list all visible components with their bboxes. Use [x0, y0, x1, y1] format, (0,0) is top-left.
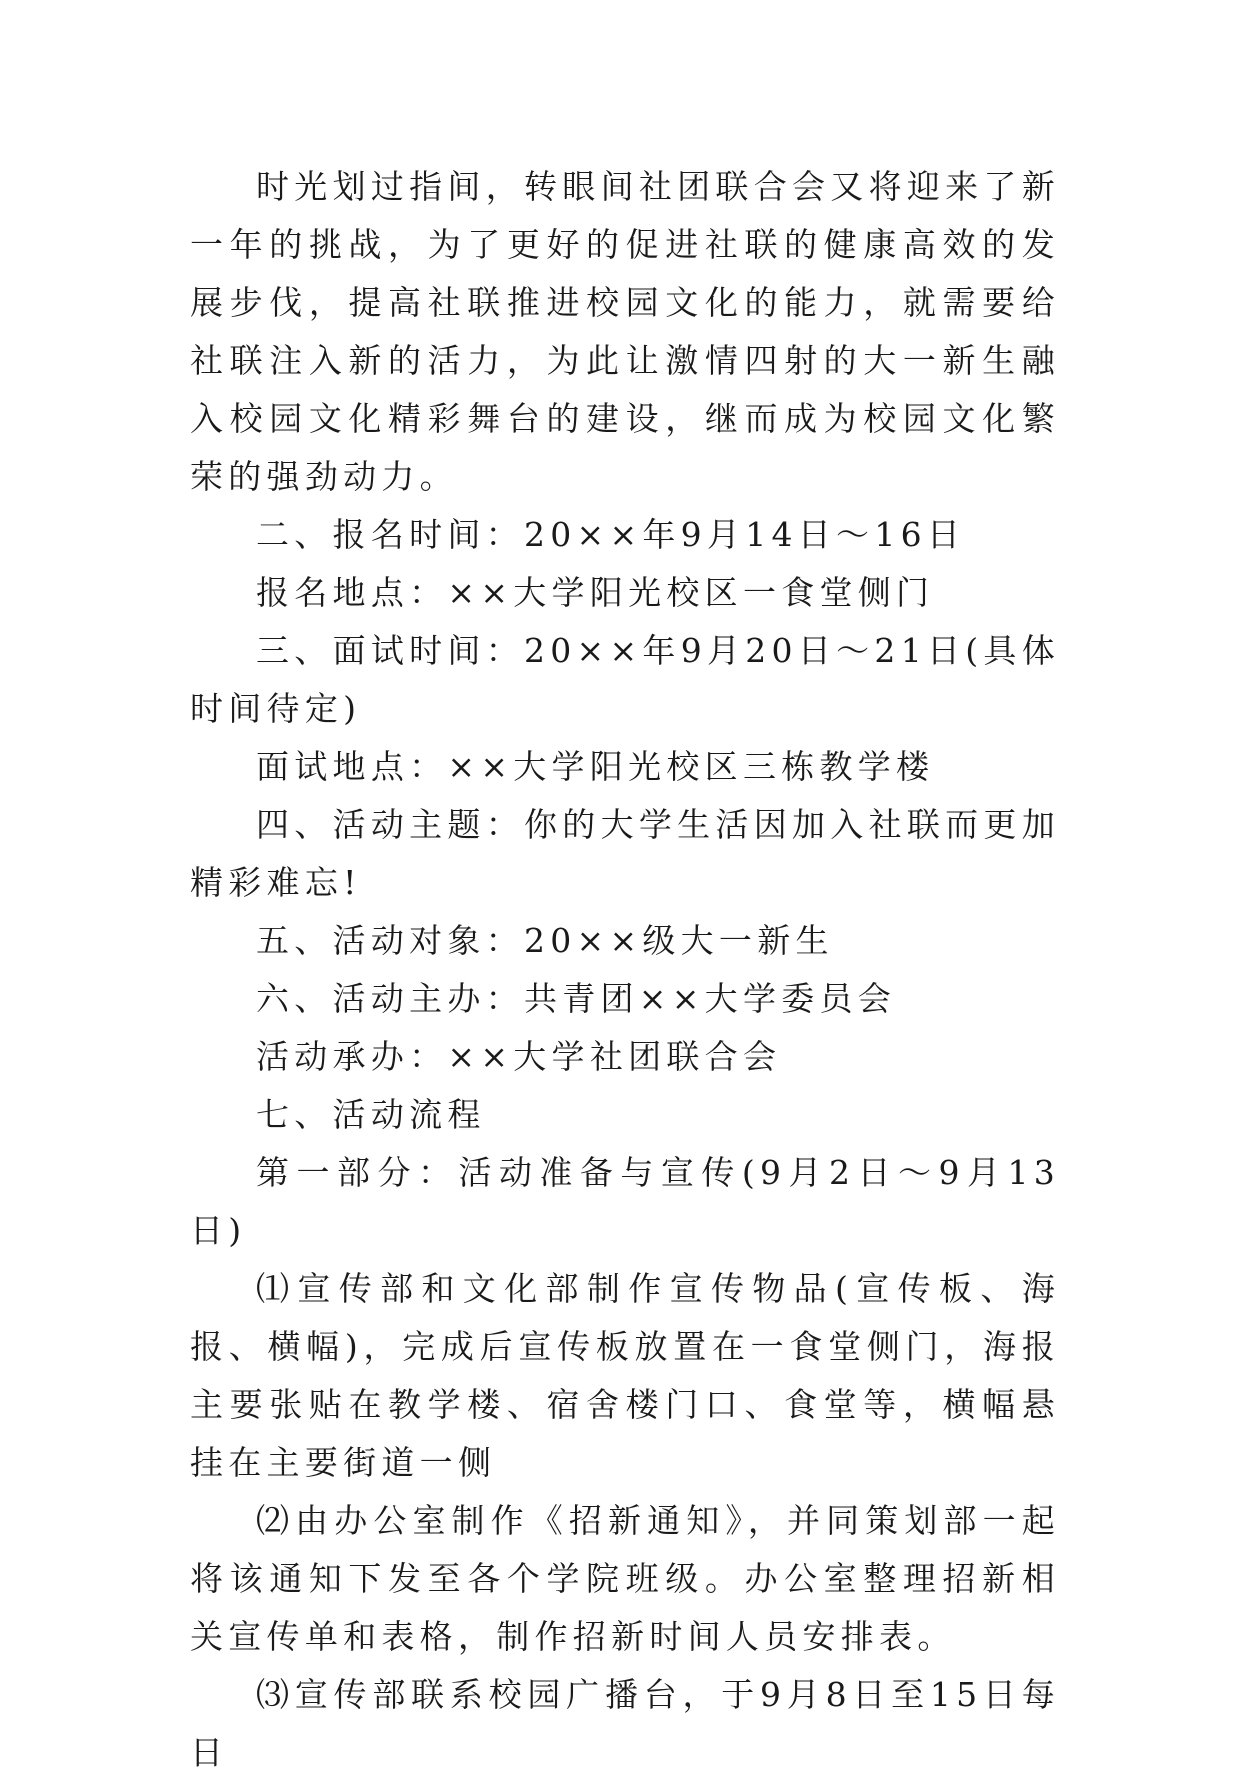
activity-organizer: 活动承办：××大学社团联合会	[256, 1037, 782, 1076]
activity-process-heading: 七、活动流程	[256, 1095, 486, 1134]
registration-location: 报名地点：××大学阳光校区一食堂侧门	[256, 573, 935, 612]
step-3-paragraph: ⑶宣传部联系校园广播台，于9月8日至15日每日	[190, 1675, 1060, 1772]
activity-host: 六、活动主办：共青团××大学委员会	[256, 979, 897, 1018]
document-body	[190, 158, 1060, 1782]
registration-time: 二、报名时间：20××年9月14日～16日	[256, 515, 966, 554]
part-one-heading: 第一部分：活动准备与宣传(9月2日～9月13日)	[190, 1153, 1060, 1250]
interview-time: 三、面试时间：20××年9月20日～21日(具体时间待定)	[190, 631, 1060, 728]
step-2-paragraph: ⑵由办公室制作《招新通知》，并同策划部一起将该通知下发至各个学院班级。办公室整理招新相关宣传单和表格，制作招新时间人员安排表。	[190, 1501, 1060, 1656]
activity-theme: 四、活动主题：你的大学生活因加入社联而更加精彩难忘!	[190, 805, 1060, 902]
interview-location: 面试地点：××大学阳光校区三栋教学楼	[256, 747, 935, 786]
intro-paragraph: 时光划过指间，转眼间社团联合会又将迎来了新一年的挑战，为了更好的促进社联的健康高效的发展步伐，提高社联推进校园文化的能力，就需要给社联注入新的活力，为此让激情四射的大一新生融入校园文化精彩舞台的建设，继而成为校园文化繁荣的强劲动力。	[190, 167, 1060, 496]
step-1-paragraph: ⑴宣传部和文化部制作宣传物品(宣传板、海报、横幅)，完成后宣传板放置在一食堂侧门，海报主要张贴在教学楼、宿舍楼门口、食堂等，横幅悬挂在主要街道一侧	[190, 1269, 1060, 1482]
activity-target: 五、活动对象：20××级大一新生	[256, 921, 834, 960]
